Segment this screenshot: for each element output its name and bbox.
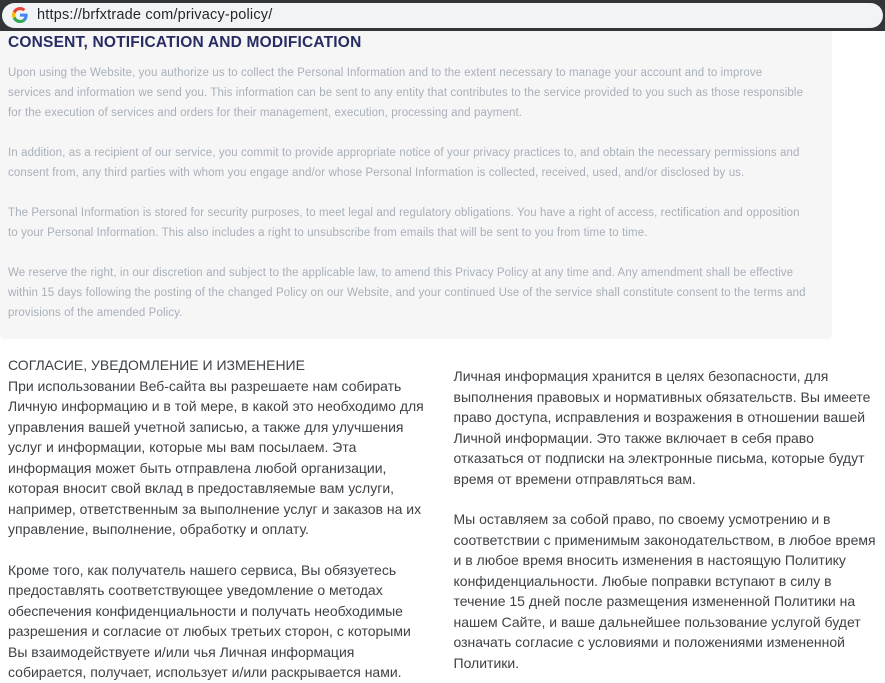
russian-right-column (454, 355, 880, 683)
page-title: CONSENT, NOTIFICATION AND MODIFICATION (8, 34, 362, 51)
russian-paragraph-3: Личная информация хранится в целях безопасности, для выполнения правовых и нормативных обязательств. Вы имеете право доступа, исправления и возражения в отношении вашей Личной информации. Это также включает в себя право отказаться от подписки на электронные письма, которые будут время от времени отправляться вам. (453, 368, 871, 487)
english-paragraph-1: Upon using the Website, you authorize us to collect the Personal Information and to the extent necessary to manage your account and to improve services and information we send you. This information can be sent to any entity that contributes to the service provided to you such as those responsible for the execution of services and orders for their management, execution, processing and payment. (8, 67, 804, 119)
russian-section-heading: СОГЛАСИЕ, УВЕДОМЛЕНИЕ И ИЗМЕНЕНИЕ (8, 357, 305, 373)
address-bar[interactable] (2, 3, 883, 28)
url-text[interactable]: https://brfxtrade com/privacy-policy/ (37, 7, 273, 23)
russian-left-column (8, 355, 434, 683)
browser-top-bar (0, 0, 885, 31)
english-paragraph-2: In addition, as a recipient of our service, you commit to provide appropriate notice of your privacy practices to, and obtain the necessary permissions and consent from, any third parties with whom you engage and/or whose Personal Information is collected, received, used, and/or disclosed by us. (8, 147, 800, 179)
russian-paragraph-2: Кроме того, как получатель нашего сервиса, Вы обязуетесь предоставлять соответствующее уведомление о методах обеспечения конфиденциальности и получать необходимые разрешения и согласие от любых третьих сторон, с которыми Вы взаимодействуете и/или чья Личная информация собирается, получает, использует и/или раскрывается нами. (8, 561, 411, 680)
russian-paragraph-1: При использовании Веб-сайта вы разрешаете нам собирать Личную информацию и в той мере, в какой это необходимо для управления вашей учетной записью, а также для улучшения услуг и информации, которые мы вам посылаем. Эта информация может быть отправлена любой организации, которая вносит свой вклад в предоставляемые вам услуги, например, ответственным за выполнение услуг и заказов на их управление, выполнение, обработку и оплату. (8, 377, 424, 537)
google-favicon-icon (12, 7, 28, 23)
english-paragraph-4: We reserve the right, in our discretion and subject to the applicable law, to amend this Privacy Policy at any time and. Any amendment shall be effective within 15 days following the posting of the changed Policy on our Website, and your continued Use of the service shall constitute consent to the terms and provisions of the amended Policy. (8, 267, 806, 319)
english-paragraph-3: The Personal Information is stored for security purposes, to meet legal and regulatory obligations. You have a right of access, rectification and opposition to your Personal Information. This also includes a right to unsubscribe from emails that will be sent to you from time to time. (8, 207, 800, 239)
russian-policy-section (0, 339, 885, 683)
russian-paragraph-4: Мы оставляем за собой право, по своему усмотрению и в соответствии с применимым законодательством, в любое время и в любое время вносить изменения в настоящую Политику конфиденциальности. Любые поправки вступают в силу в течение 15 дней после размещения измененной Политики на нашем Сайте, и ваше дальнейшее пользование услугой будет означать согласие с условиями и положениями измененной Политики. (453, 511, 876, 671)
english-policy-section (0, 31, 832, 339)
